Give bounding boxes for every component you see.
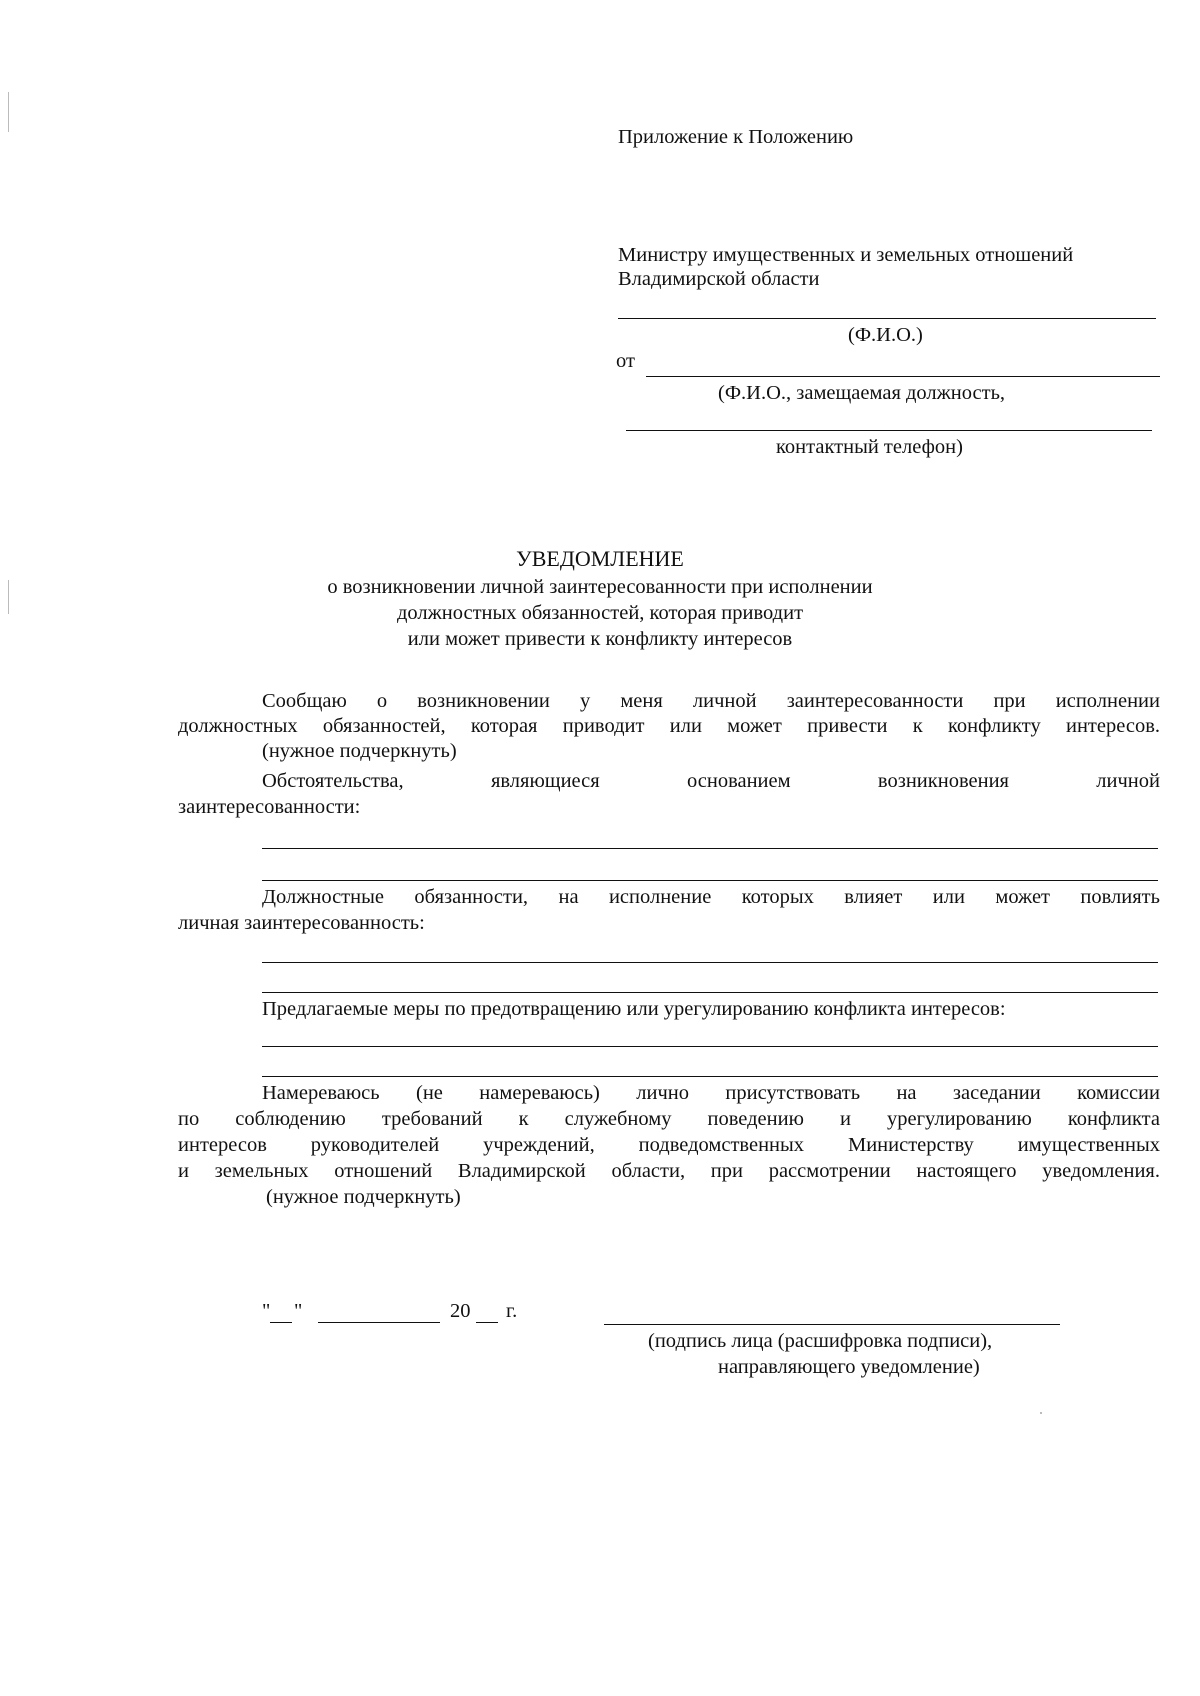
date-day-blank <box>270 1322 292 1323</box>
date-close-quote: " <box>294 1300 303 1322</box>
addressee-line-2: Владимирской области <box>618 268 820 290</box>
date-year-suffix: г. <box>506 1300 518 1322</box>
p1-note: (нужное подчеркнуть) <box>262 740 457 762</box>
from-caption: (Ф.И.О., замещаемая должность, <box>718 382 1006 404</box>
date-year-blank <box>476 1322 498 1323</box>
date-year-prefix: 20 <box>450 1300 471 1322</box>
addressee-fio-line <box>618 318 1156 319</box>
from-fio-line <box>646 376 1160 377</box>
phone-line <box>626 430 1152 431</box>
notice-title: УВЕДОМЛЕНИЕ <box>516 546 684 571</box>
signature-caption-2: направляющего уведомление) <box>718 1356 980 1378</box>
p5-line-4: и земельных отношений Владимирской области, при рассмотрении настоящего уведомления. <box>178 1160 1160 1182</box>
notice-subtitle-3: или может привести к конфликту интересов <box>407 628 793 650</box>
p5-line-1: Намереваюсь (не намереваюсь) лично присутствовать на заседании комиссии <box>262 1082 1160 1104</box>
p1-line-1: Сообщаю о возникновении у меня личной заинтересованности при исполнении <box>262 690 1160 712</box>
measures-blank-line-2 <box>262 1076 1158 1077</box>
date-month-blank <box>318 1322 440 1323</box>
notice-subtitle-2: должностных обязанностей, которая приводит <box>396 602 804 624</box>
circumstances-blank-line-1 <box>262 848 1158 849</box>
circumstances-blank-line-2 <box>262 880 1158 881</box>
fio-caption: (Ф.И.О.) <box>848 324 923 346</box>
phone-caption: контактный телефон) <box>776 436 963 458</box>
p1-line-2: должностных обязанностей, которая приводит или может привести к конфликту интересов. <box>178 715 1160 737</box>
p3-line-1: Должностные обязанности, на исполнение которых влияет или может повлиять <box>262 886 1160 908</box>
from-label: от <box>616 350 635 372</box>
date-open-quote: " <box>262 1300 271 1322</box>
p3-line-2: личная заинтересованность: <box>178 912 425 934</box>
p2-line-2: заинтересованности: <box>178 796 361 818</box>
notice-subtitle-1: о возникновении личной заинтересованности при исполнении <box>327 576 873 598</box>
signature-blank-line <box>604 1324 1060 1325</box>
measures-blank-line-1 <box>262 1046 1158 1047</box>
p2-line-1: Обстоятельства, являющиеся основанием возникновения личной <box>262 770 1160 792</box>
addressee-line-1: Министру имущественных и земельных отношений <box>618 244 1074 266</box>
scan-artifact <box>8 92 9 132</box>
duties-blank-line-2 <box>262 992 1158 993</box>
duties-blank-line-1 <box>262 962 1158 963</box>
p5-line-3: интересов руководителей учреждений, подведомственных Министерству имущественных <box>178 1134 1160 1156</box>
p4-line-1: Предлагаемые меры по предотвращению или урегулированию конфликта интересов: <box>262 998 1006 1020</box>
p5-note: (нужное подчеркнуть) <box>266 1186 461 1208</box>
appendix-label: Приложение к Положению <box>618 126 854 148</box>
scan-artifact <box>1040 1412 1042 1414</box>
signature-caption-1: (подпись лица (расшифровка подписи), <box>648 1330 993 1352</box>
p5-line-2: по соблюдению требований к служебному поведению и урегулированию конфликта <box>178 1108 1160 1130</box>
